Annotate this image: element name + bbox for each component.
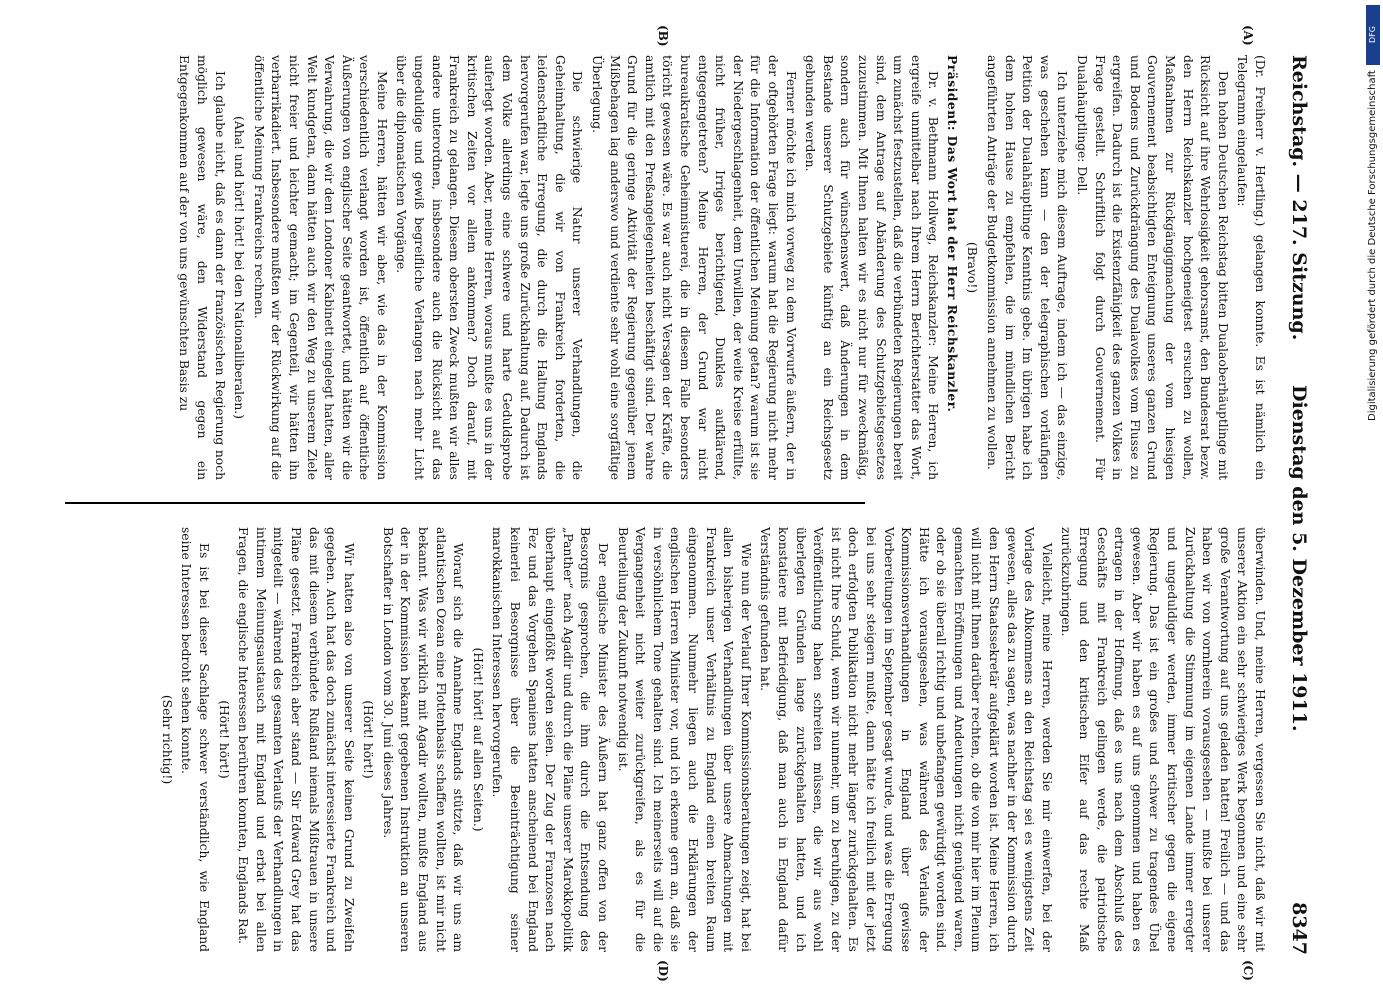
left-text-column — [73, 55, 1268, 480]
margin-marker-d: (D) — [656, 960, 670, 982]
page-number: 8347 — [1288, 902, 1310, 955]
dfg-logo: DFG — [1366, 5, 1380, 65]
paragraph: Die schwierige Natur unserer Verhandlungen, die Geheimhaltung, die wir von Frankreich forderten, die leidenschaftliche Erregung, die durch die Haltung Englands hervorgerufen war, legte uns große Zurückhaltung auf. Dadurch ist dem Volke allerdings eine schwere und harte Geduldsprobe auferlegt worden. Aber, meine Herren, woraus mußte es uns in der kritischen Zeiten vor allem ankommen? Doch darauf, mit Frankreich zu gelangen. Diesem obersten Zweck mußten wir alles andere unterordnen, insbesondere auch die Rücksicht auf das ungeduldige und gewiß begreifliche Verlangen nach mehr Licht über die diplomatischen Vorgänge. — [394, 55, 585, 480]
paragraph: Vielleicht, meine Herren, werden Sie mir einwerfen, bei der Vorlage des Abkommens an den Reichstag sei es wenigstens Zeit gewesen, alles das zu sagen, was nachher in der Kommission durch den Herrn Staatssekretär aufgeklärt worden ist. Meine Herren, ich will nicht mit Ihnen darüber rechten, ob die von mir hier im Plenum gemachten Eröffnungen und Andeutungen nicht genügend waren, oder ob sie überall richtig und unbefangen gewürdigt worden sind. Hätte ich vorausgesehen, was während des Verlaufs der Kommissionsverhandlungen in England über gewisse Vorbereitungen im September gesagt wurde, und was die Erregung bei uns sehr steigern mußte, dann hätte ich freilich mit der jetzt doch erfolgten Publikation nicht mehr länger zurückgehalten. Es ist nicht Ihre Schuld, wenn wir nunmehr, um zu beruhigen, zu der Veröffentlichung haben schreiten müssen, die wir aus wohl überlegten Gründen lange zurückgehalten hatten, und ich konstatiere mit Befriedigung, daß man auch in England dafür Verständnis gefunden hat. — [758, 527, 1054, 952]
paragraph: Ich glaube nicht, daß es dann der französischen Regierung noch möglich gewesen wäre, den Widerstand gegen ein Entgegenkommen auf der von uns gewünschten Basis zu — [177, 55, 227, 480]
paragraph: Es ist bei dieser Sachlage schwer verständlich, wie England seine Interessen bedroht sehen konnte. — [179, 527, 211, 952]
right-text-column — [73, 527, 1268, 952]
interjection-text: (Sehr richtig!) — [159, 694, 174, 785]
column-divider-rule — [65, 502, 865, 504]
paragraph: Wie nun der Verlauf Ihrer Kommissionsberatungen zeigt, hat bei allen bisherigen Verhandlungen über unsere Abmachungen mit Frankreich unser Verhältnis zu England einen breiten Raum eingenommen. Nunmehr liegen auch die Erklärungen der englischen Herren Minister vor, und ich erkenne gern an, daß sie in versöhnlichem Tone gehalten sind. Ich meinerseits will auf die Vergangenheit nicht weiter zurückgreifen, als es für die Beurteilung der Zukunft notwendig ist. — [615, 527, 753, 952]
paragraph: Meine Herren, hätten wir aber, wie das in der Kommission verschiedentlich verlangt worden ist, öffentlich auf öffentliche Äußerungen von englischer Seite geantwortet, und hätten wir die Verwahrung, die wir dem Londoner Kabinett eingelegt hatten, aller Welt kundgetan, dann hätten auch wir den Weg zu unserem Ziele nicht freier und leichter gemacht; im Gegenteil, wir hätten ihn verbarrikadiert. Insbesondere mußten wir der Rückwirkung auf die öffentliche Meinung Frankreichs rechnen. — [251, 55, 389, 480]
paragraph: Dr. v. Bethmann Hollweg, Reichskanzler: Meine Herren, ich ergreife unmittelbar nach Ihrem Herrn Berichterstatter das Wort, um zunächst festzustellen, daß die verbündeten Regierungen bereit sind, dem Antrage auf Abänderung des Schutzgebietsgesetzes zuzustimmen. Mit Ihnen halten wir es nicht nur für zweckmäßig, sondern auch für wünschenswert, daß Änderungen in dem Bestande unserer Schutzgebiete künftig an ein Reichsgesetz gebunden werden. — [803, 55, 941, 480]
interjection-text: (Aha! und hört! hört! bei den Nationalliberalen.) — [232, 116, 247, 419]
paragraph: (Dr. Freiherr v. Hertling.) gelangen konnte. Es ist nämlich ein Telegramm eingelaufen: — [1235, 55, 1267, 480]
interjection-text: (Hört! hört!) — [216, 700, 231, 779]
interjection-text: (Hört! hört!) — [361, 700, 376, 779]
page-header — [1282, 55, 1310, 955]
paragraph: Wir hatten also von unserer Seite keinen Grund zu Zweifeln gegeben. Auch hat das doch zunächst interessierte Frankreich und das mit diesem verbündete Rußland niemals Mißtrauen in unsere Pläne gesetzt. Frankreich aber stand — Sir Edward Grey hat das mitgeteilt — während des gesamten Verlaufs der Verhandlungen in intimem Meinungsaustausch mit England und erbat bei allen Fragen, die englische Interessen berühren konnten, Englands Rat. — [236, 527, 356, 952]
margin-marker-b: (B) — [656, 25, 670, 47]
interjection-text: (Hört! hört! auf allen Seiten.) — [470, 647, 485, 832]
speaker-line: Präsident: Das Wort hat der Herr Reichskanzler. — [944, 55, 960, 413]
rotated-document-page — [60, 25, 1310, 982]
margin-marker-c: (C) — [1241, 960, 1255, 981]
paragraph: Worauf sich die Annahme Englands stützte, daß wir uns am atlantischen Ozean eine Flottenbasis schaffen wollten, ist mir nicht bekannt. Was wir wirklich mit Agadir wollten, mußte England aus der in der Kommission bekannt gegebenen Instruktion an unseren Botschafter in London vom 30. Juni dieses Jahres. — [380, 527, 466, 952]
interjection-text: (Bravo!) — [965, 241, 980, 294]
margin-marker-a: (A) — [1241, 25, 1255, 46]
paragraph: Den hohen Deutschen Reichstag bitten Dualaoberhäuptlinge mit Rücksicht auf ihre Wehrlosigkeit gehorsamst, den Bundesrat bezw. den Herrn Reichskanzler hochgeneigtest ersuchen zu wollen, Maßnahmen zur Rückgängigmachung der vom hiesigen Gouvernement beabsichtigten Enteignung unseres ganzen Grund und Bodens und Zurückdrängung des Dualavolkes vom Flusse zu ergreifen. Dadurch ist die Existenzfähigkeit des ganzen Volkes in Frage gestellt. Schriftlich folgt durch Gouvernement. Für Dualahäuptlinge: Dell. — [1075, 55, 1230, 480]
header-session-title: Reichstag. — 217. Sitzung. — [1288, 55, 1310, 341]
paragraph: Ferner möchte ich mich vorweg zu dem Vorwurfe äußern, der in der oftgehörten Frage liegt: warum hat die Regierung nicht mehr für die Information der öffentlichen Meinung getan? warum ist sie der Niedergeschlagenheit, dem Unwillen, der weite Kreise erfüllte, nicht früher, Irriges berichtigend, Dunkles aufklärend, entgegengetreten? Meine Herren, der Grund war nicht bureaukratische Geheimnistuerei, die in diesem Falle besonders töricht gewesen wäre. Es war auch nicht Versagen der Kräfte, die amtlich mit den Preßangelegenheiten beschäftigt sind. Der wahre Grund für die geringe Aktivität der Regierung gegenüber jenem Mißbehagen lag anderswo und verdiente sehr wohl eine sorgfältige Überlegung. — [590, 55, 798, 480]
paragraph: Ich unterziehe mich diesem Auftrage, indem ich — das einzige, was geschehen kann — den der telegraphischen vorläufigen Petition der Dualahäuptlinge Kenntnis gebe. Im übrigen habe ich dem hohen Hause zu empfehlen, die im mündlichen Bericht angeführten Anträge der Budgetkommission annehmen zu wollen. — [985, 55, 1070, 480]
paragraph: überwinden. Und, meine Herren, vergessen Sie nicht, daß wir mit unserer Aktion ein sehr schwieriges Werk begonnen und eine sehr große Verantwortung auf uns geladen hatten! Freilich — und das haben wir von vornherein vorausgesehen — mußte bei unserer Zurückhaltung die Stimmung im eigenen Lande immer erregter und ungeduldiger werden, immer kritischer gegen die eigene Regierung. Das ist ein großes und schwer zu tragendes Übel gewesen. Aber wir haben es auf uns genommen und haben es ertragen in der Hoffnung, daß es uns nach dem Abschluß des Geschäfts mit Frankreich gelingen werde, die patriotische Erregung und den kritischen Eifer auf das rechte Maß zurückzubringen. — [1059, 527, 1267, 952]
paragraph: Der englische Minister des Äußern hat ganz offen von der Besorgnis gesprochen, die ihm durch die Entsendung des „Panther“ nach Agadir und durch die Pläne unserer Marokkopolitik überhaupt eingeflößt worden seien. Der Zug der Franzosen nach Fez und das Vorgehen Spaniens hatten anscheinend bei England keinerlei Besorgnisse über die Beeinträchtigung seiner marokkanischen Interessen hervorgerufen. — [490, 527, 611, 952]
digitization-note: Digitalisierung gefördert durch die Deutsche Forschungsgemeinschaft — [1367, 70, 1378, 421]
header-date: Dienstag den 5. Dezember 1911. — [1288, 385, 1310, 732]
